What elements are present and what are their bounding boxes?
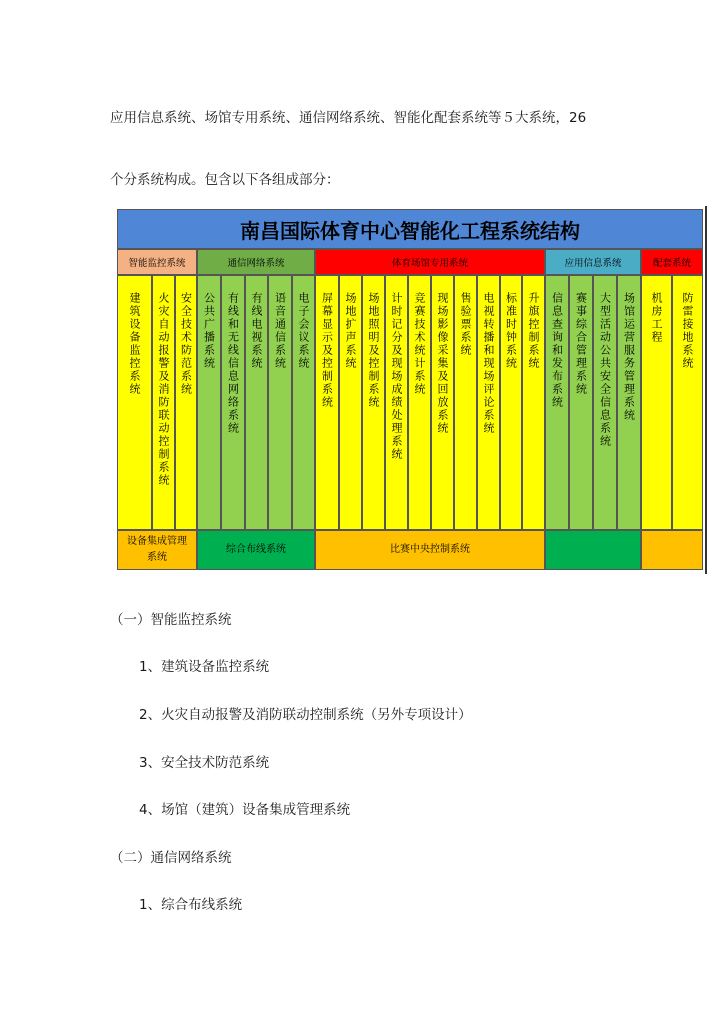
column-cell xyxy=(569,275,593,530)
column-label: 升旗控制系统 xyxy=(527,292,540,370)
header-monitoring: 智能监控系统 xyxy=(117,249,197,275)
column-label: 有线和无线信息网络系统 xyxy=(226,292,240,435)
list-item: 1、综合布线系统 xyxy=(139,897,243,913)
column-cell xyxy=(292,275,315,530)
bottom-label: 设备集成管理系统 xyxy=(127,536,187,563)
column-cell xyxy=(672,275,703,530)
header-application: 应用信息系统 xyxy=(545,249,641,275)
column-label: 场馆运营服务管理系统 xyxy=(622,292,636,422)
column-label: 有线电视系统 xyxy=(250,292,263,370)
column-cell xyxy=(500,275,522,530)
column-cell xyxy=(339,275,362,530)
bottom-application-empty xyxy=(545,530,641,570)
column-cell xyxy=(617,275,641,530)
column-label: 标准时钟系统 xyxy=(504,292,518,370)
column-label: 安全技术防范系统 xyxy=(179,292,193,396)
header-support: 配套系统 xyxy=(641,249,703,275)
column-cell xyxy=(117,275,152,530)
intro-line-2: 个分系统构成。包含以下各组成部分： xyxy=(110,172,340,188)
column-label: 竞赛技术统计系统 xyxy=(413,292,426,396)
column-label: 电子会议系统 xyxy=(297,292,310,370)
column-cell xyxy=(408,275,431,530)
diagram-title: 南昌国际体育中心智能化工程系统结构 xyxy=(117,209,703,249)
bottom-cabling xyxy=(197,530,315,570)
column-cell xyxy=(197,275,221,530)
column-label: 电视转播和现场评论系统 xyxy=(482,292,495,435)
header-venue: 体育场馆专用系统 xyxy=(315,249,545,275)
section-heading: （一）智能监控系统 xyxy=(110,612,232,628)
column-cell xyxy=(221,275,245,530)
bottom-central-control xyxy=(315,530,545,570)
column-cell xyxy=(245,275,268,530)
column-cell xyxy=(385,275,408,530)
bottom-label: 比赛中央控制系统 xyxy=(390,544,470,555)
column-label: 火灾自动报警及消防联动控制系统 xyxy=(157,292,170,487)
divider xyxy=(705,206,707,574)
list-item: 1、建筑设备监控系统 xyxy=(139,659,270,675)
column-cell xyxy=(454,275,477,530)
column-label: 场地照明及控制系统 xyxy=(367,292,380,409)
column-label: 防雷接地系统 xyxy=(681,292,694,370)
column-label: 建筑设备监控系统 xyxy=(128,292,141,396)
column-cell xyxy=(152,275,175,530)
column-label: 计时记分及现场成绩处理系统 xyxy=(390,292,403,461)
column-label: 机房工程 xyxy=(650,292,663,344)
column-cell xyxy=(431,275,454,530)
column-label: 信息查询和发布系统 xyxy=(550,292,564,409)
column-cell xyxy=(477,275,500,530)
column-label: 屏幕显示及控制系统 xyxy=(320,292,334,409)
column-label: 现场影像采集及回放系统 xyxy=(436,292,449,435)
list-item: 4、场馆（建筑）设备集成管理系统 xyxy=(139,802,351,818)
column-label: 语音通信系统 xyxy=(273,292,287,370)
column-label: 大型活动公共安全信息系统 xyxy=(598,292,612,448)
bottom-label: 综合布线系统 xyxy=(226,544,286,555)
column-cell xyxy=(315,275,339,530)
column-label: 公共广播系统 xyxy=(202,292,216,370)
column-cell xyxy=(522,275,545,530)
column-label: 赛事综合管理系统 xyxy=(574,292,588,396)
column-cell xyxy=(362,275,385,530)
column-cell xyxy=(545,275,569,530)
column-cell xyxy=(593,275,617,530)
header-network: 通信网络系统 xyxy=(197,249,315,275)
column-cell xyxy=(175,275,197,530)
section-heading: （二）通信网络系统 xyxy=(110,850,232,866)
column-cell xyxy=(268,275,292,530)
system-structure-diagram xyxy=(117,209,703,570)
bottom-support-empty xyxy=(641,530,703,570)
list-item: 3、安全技术防范系统 xyxy=(139,755,270,771)
intro-line-1: 应用信息系统、场馆专用系统、通信网络系统、智能化配套系统等５大系统，26 xyxy=(110,110,587,126)
list-item: 2、火灾自动报警及消防联动控制系统（另外专项设计） xyxy=(139,707,472,723)
column-label: 售验票系统 xyxy=(459,292,472,357)
column-label: 场地扩声系统 xyxy=(344,292,357,370)
bottom-equipment-integration xyxy=(117,530,197,570)
column-cell xyxy=(641,275,672,530)
